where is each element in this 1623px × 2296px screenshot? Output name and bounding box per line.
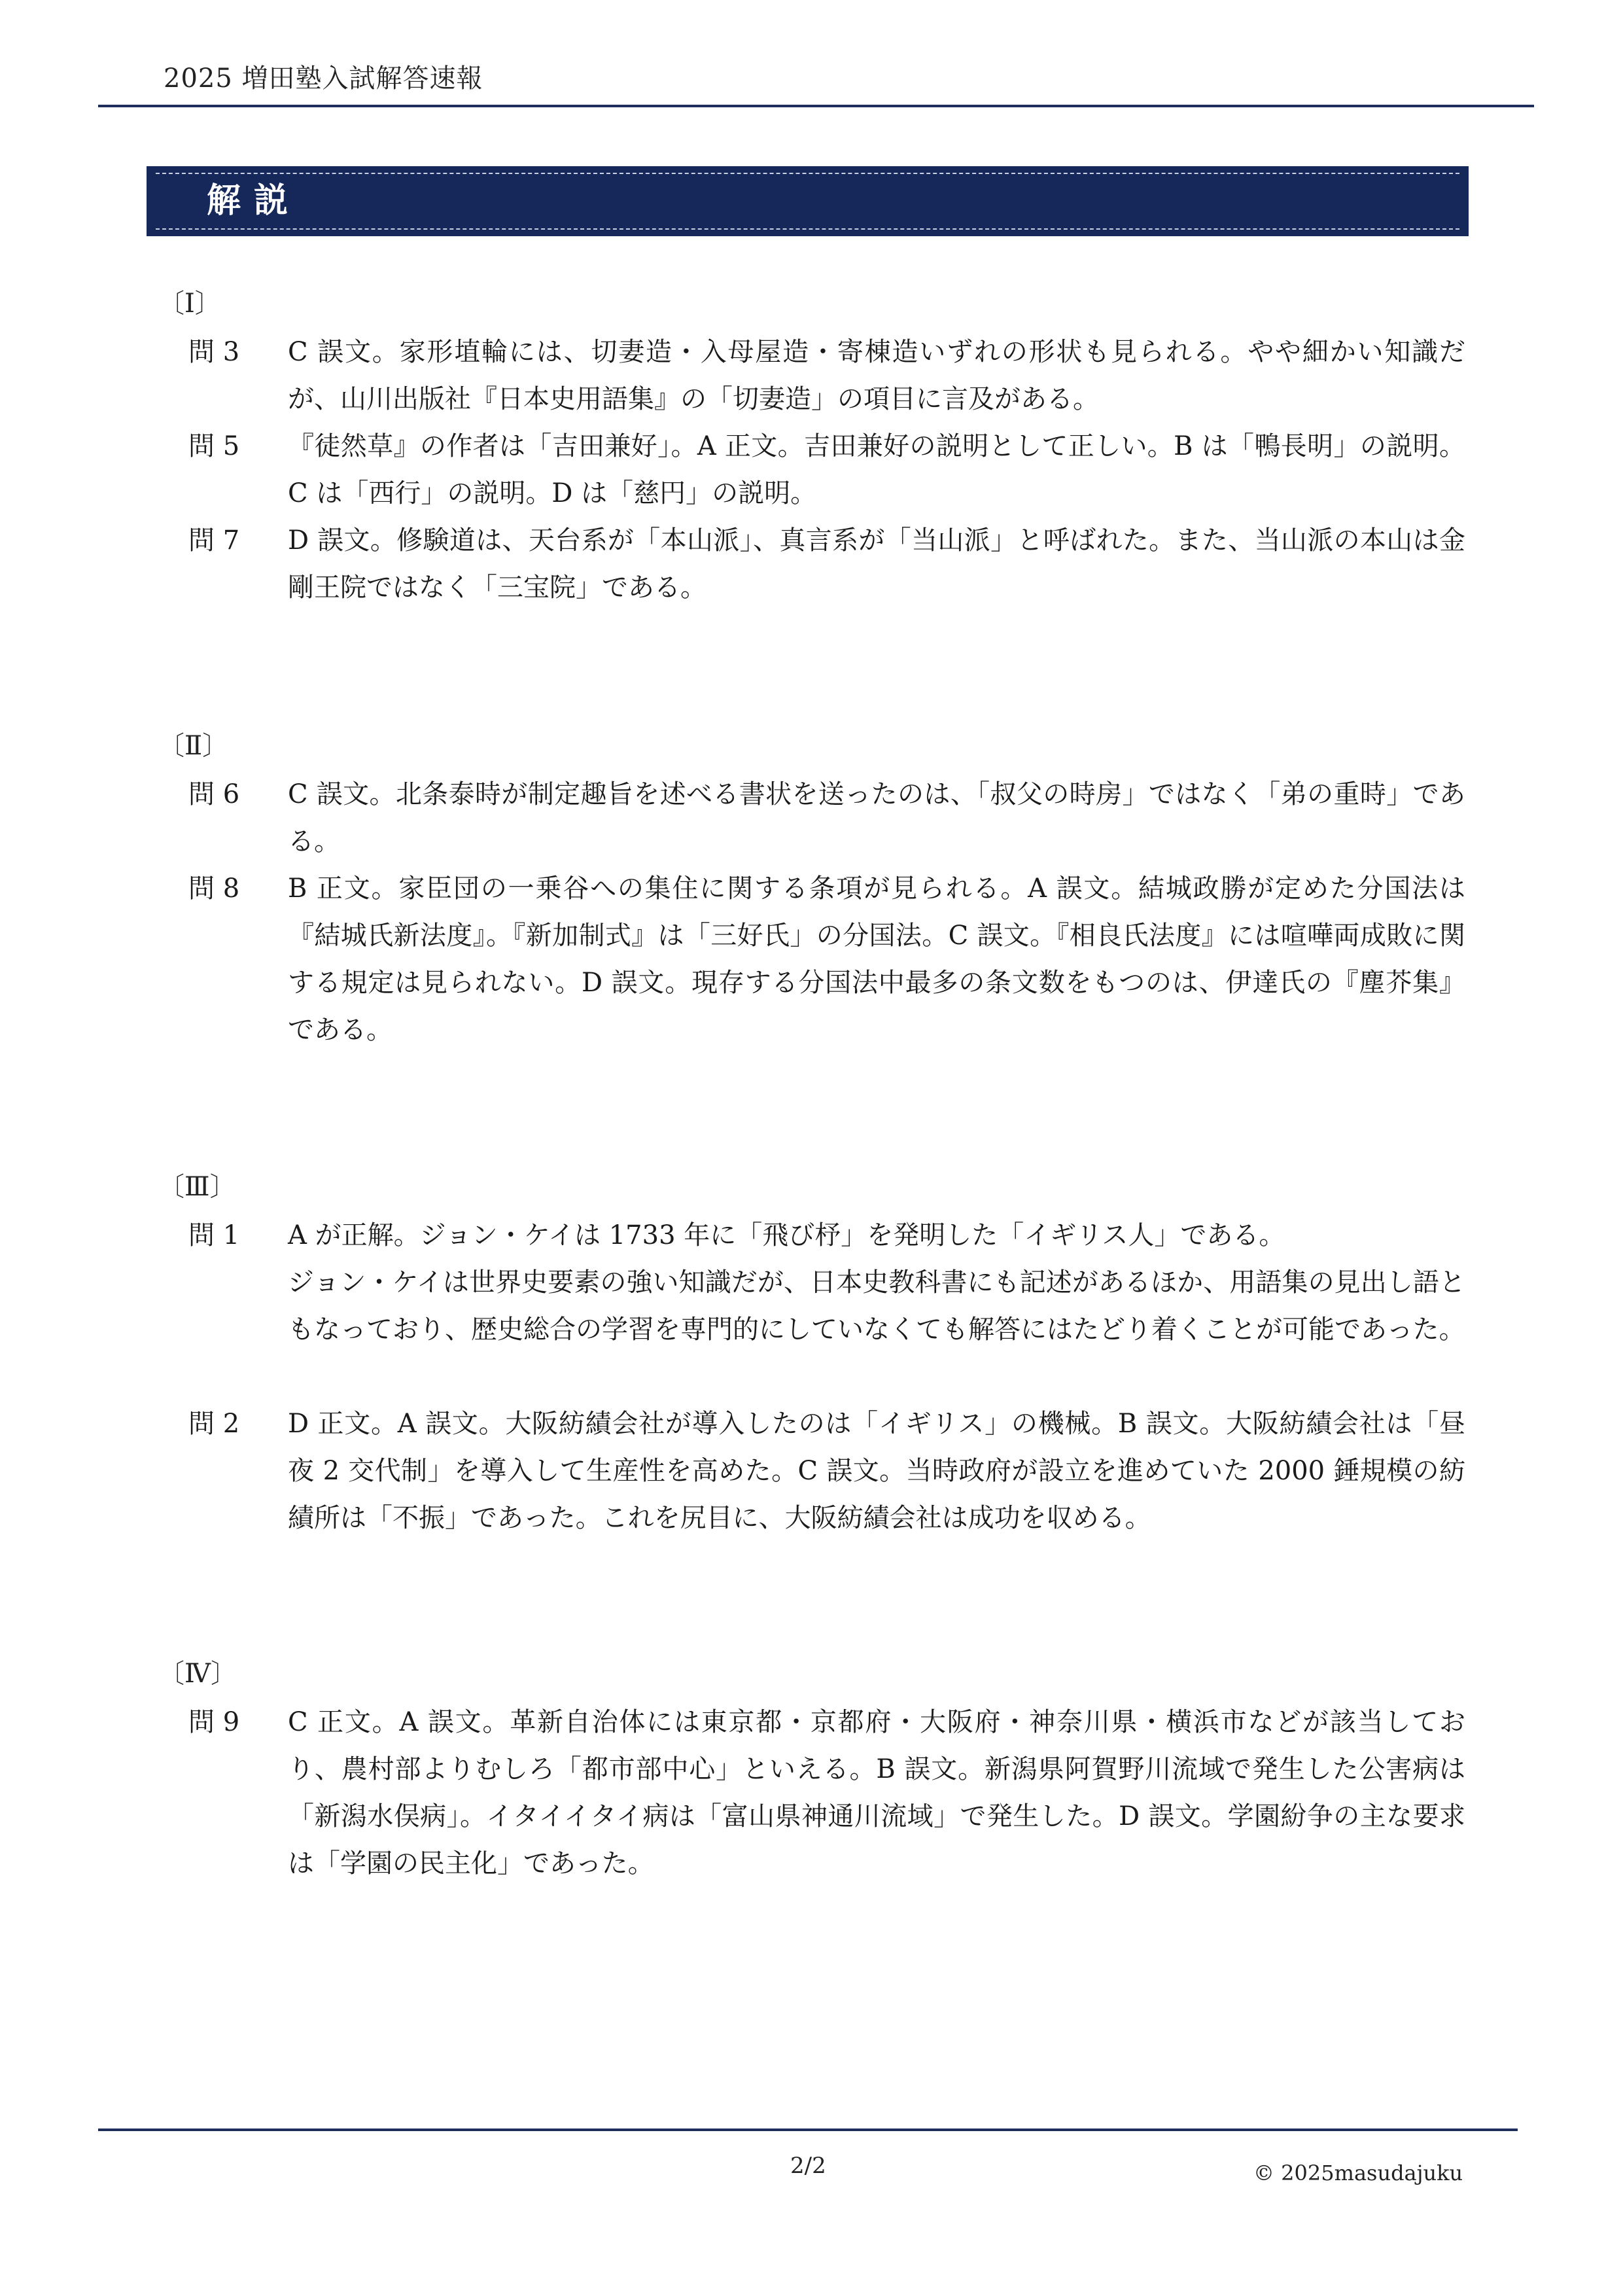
question-number: 問 7 <box>188 525 240 556</box>
header-title: 2025 増田塾入試解答速報 <box>164 63 483 94</box>
question-note: ジョン・ケイは世界史要素の強い知識だが、日本史教科書にも記述があるほか、用語集の見出し語ともなっており、歴史総合の学習を専門的にしていなくても解答にはたどり着くことが可能であった。 <box>288 1267 1465 1345</box>
footer-rule <box>98 2128 1518 2131</box>
question-number: 問 1 <box>188 1220 240 1250</box>
question-number: 問 9 <box>188 1707 240 1737</box>
question-number: 問 3 <box>188 337 240 367</box>
question-number: 問 5 <box>188 431 240 461</box>
banner-dash-bottom <box>156 228 1459 230</box>
question-text: A が正解。ジョン・ケイは 1733 年に「飛び杼」を発明した「イギリス人」である。 <box>288 1220 1285 1250</box>
question-number: 問 6 <box>188 779 240 809</box>
section-label-4: 〔Ⅳ〕 <box>158 1659 237 1689</box>
question-text: D 誤文。修験道は、天台系が「本山派」、真言系が「当山派」と呼ばれた。また、当山派の本山は金剛王院ではなく「三宝院」である。 <box>288 525 1465 603</box>
section-label-3: 〔Ⅲ〕 <box>158 1172 236 1202</box>
question-text: 『徒然草』の作者は「吉田兼好」。A 正文。吉田兼好の説明として正しい。B は「鴨長明」の説明。C は「西行」の説明。D は「慈円」の説明。 <box>288 431 1465 508</box>
header-rule <box>98 105 1534 107</box>
question-text: C 正文。A 誤文。革新自治体には東京都・京都府・大阪府・神奈川県・横浜市などが該当しており、農村部よりむしろ「都市部中心」といえる。B 誤文。新潟県阿賀野川流域で発生した公害病は「新潟水俣病」。イタイイタイ病は「富山県神通川流域」で発生した。D 誤文。学園紛争の主な要求は「学園の民主化」であった。 <box>288 1707 1465 1879</box>
page-number: 2/2 <box>790 2153 826 2179</box>
section-label-2: 〔Ⅱ〕 <box>158 731 229 761</box>
section-banner <box>147 166 1469 236</box>
question-number: 問 2 <box>188 1409 240 1439</box>
banner-title: 解説 <box>207 181 302 221</box>
question-text: C 誤文。北条泰時が制定趣旨を述べる書状を送ったのは、「叔父の時房」ではなく「弟の重時」である。 <box>288 779 1465 857</box>
section-label-1: 〔Ⅰ〕 <box>158 289 221 319</box>
question-number: 問 8 <box>188 874 240 904</box>
banner-dash-top <box>156 173 1459 174</box>
copyright: © 2025masudajuku <box>1253 2161 1463 2185</box>
question-text: C 誤文。家形埴輪には、切妻造・入母屋造・寄棟造いずれの形状も見られる。やや細かい知識だが、山川出版社『日本史用語集』の「切妻造」の項目に言及がある。 <box>288 337 1465 414</box>
question-text: D 正文。A 誤文。大阪紡績会社が導入したのは「イギリス」の機械。B 誤文。大阪紡績会社は「昼夜 2 交代制」を導入して生産性を高めた。C 誤文。当時政府が設立を進めていた 2000 錘規模の紡績所は「不振」であった。これを尻目に、大阪紡績会社は成功を収める。 <box>288 1409 1465 1533</box>
question-text: B 正文。家臣団の一乗谷への集住に関する条項が見られる。A 誤文。結城政勝が定めた分国法は『結城氏新法度』。『新加制式』は「三好氏」の分国法。C 誤文。『相良氏法度』には喧嘩両成敗に関する規定は見られない。D 誤文。現存する分国法中最多の条文数をもつのは、伊達氏の『塵芥集』である。 <box>288 874 1465 1045</box>
